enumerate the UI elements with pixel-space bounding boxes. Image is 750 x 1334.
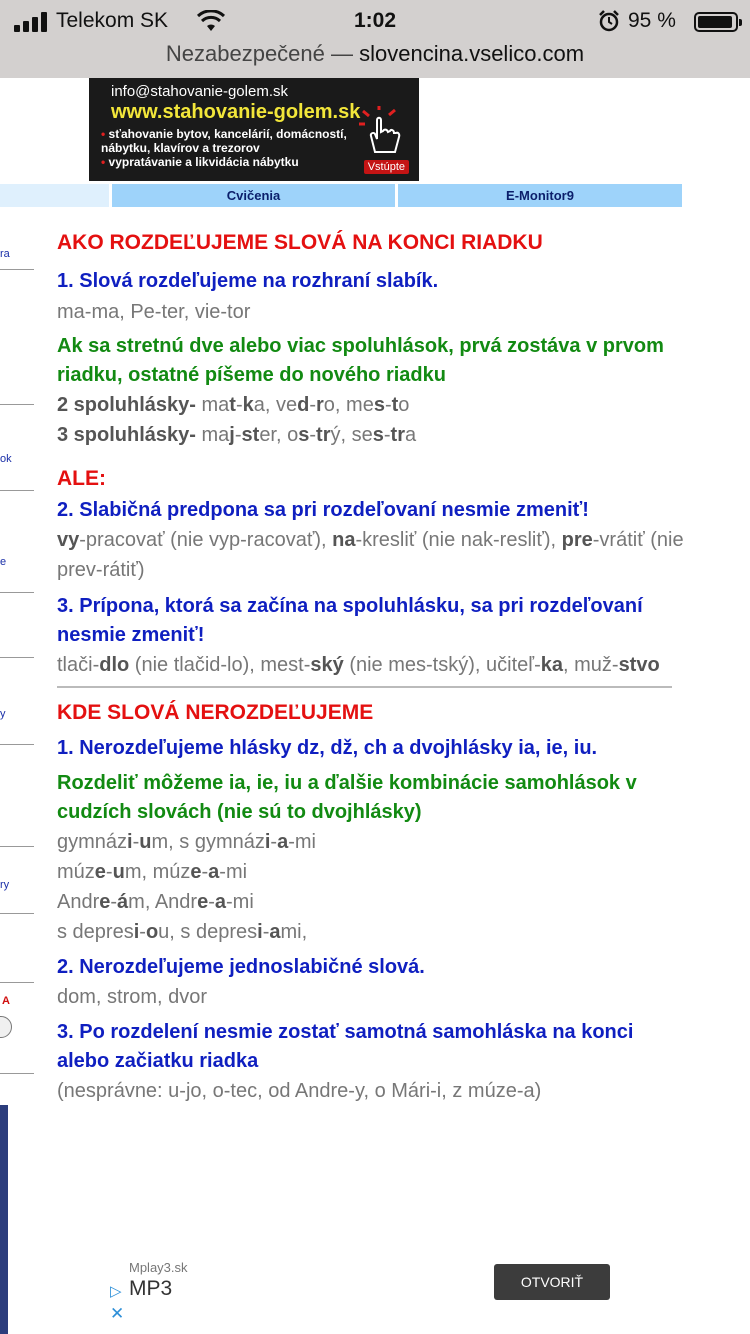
- prefix: pre: [561, 529, 593, 551]
- left-sidebar: [0, 207, 36, 1334]
- section-heading-ako-rozdelujeme: AKO ROZDEĽUJEME SLOVÁ NA KONCI RIADKU: [57, 231, 543, 254]
- security-label: Nezabezpečené —: [165, 41, 353, 66]
- battery-icon: [694, 12, 738, 32]
- rule-1-consonant-note: Ak sa stretnú dve alebo viac spoluhlások, prvá zostáva v prvom riadku, ostatné píšeme do nového riadku: [57, 335, 664, 386]
- battery-percentage: 95 %: [628, 9, 676, 32]
- vowel-example: Andre-ám, Andre-a-mi: [57, 891, 254, 913]
- example-label: 2 spoluhlásky-: [57, 394, 196, 416]
- ad-close-icon[interactable]: ✕: [110, 1304, 125, 1323]
- rule-1-examples-2-consonants: 2 spoluhlásky- mat-ka, ved-ro, mes-to: [57, 394, 410, 416]
- nav-item-e-monitor9[interactable]: E-Monitor9: [398, 184, 682, 207]
- banner-bullet-list: [101, 127, 371, 169]
- moving-company-banner-ad[interactable]: [89, 78, 419, 181]
- rule-3-examples: tlači-dlo (nie tlačid-lo), mest-ský (nie mes-tský), učiteľ-ka, muž-stvo: [57, 654, 660, 676]
- sidebar-divider: [0, 913, 34, 914]
- no-split-rule-1-note: Rozdeliť môžeme ia, ie, iu a ďalšie kombinácie samohlások v cudzích slovách (nie sú to dvojhlásky): [57, 772, 637, 823]
- example-text: -pracovať (nie vyp-racovať),: [79, 529, 327, 551]
- ad-title: MP3: [129, 1277, 173, 1300]
- sidebar-divider: [0, 982, 34, 983]
- rule-2-title: 2. Slabičná predpona sa pri rozdeľovaní nesmie zmeniť!: [57, 499, 589, 521]
- banner-bullet: • sťahovanie bytov, kancelárií, domácností, nábytku, klavírov a trezorov: [101, 127, 371, 155]
- sidebar-link[interactable]: ry: [0, 879, 10, 891]
- status-bar: [0, 8, 750, 36]
- rule-1-examples-3-consonants: 3 spoluhlásky- maj-ster, os-trý, ses-tra: [57, 424, 417, 446]
- mp3-ad-banner[interactable]: [107, 1250, 622, 1334]
- example-text: -kresliť (nie nak-resliť),: [355, 529, 557, 551]
- ad-open-button[interactable]: OTVORIŤ: [494, 1264, 610, 1300]
- example-label: 3 spoluhlásky-: [57, 424, 196, 446]
- vowel-example: múze-um, múze-a-mi: [57, 861, 248, 883]
- banner-bullet: • vypratávanie a likvidácia nábytku: [101, 155, 371, 169]
- no-split-rule-2-title: 2. Nerozdeľujeme jednoslabičné slová.: [57, 956, 425, 978]
- example-text: -vrátiť (nie prev-rátiť): [57, 529, 684, 581]
- sidebar-divider: [0, 269, 34, 270]
- sidebar-link[interactable]: ra: [0, 248, 10, 260]
- banner-cta-button[interactable]: Vstúpte: [364, 160, 409, 174]
- sidebar-divider: [0, 657, 34, 658]
- rule-1-examples: ma-ma, Pe-ter, vie-tor: [57, 301, 251, 323]
- no-split-rule-3-examples: (nesprávne: u-jo, o-tec, od Andre-y, o Mári-i, z múze-a): [57, 1080, 542, 1102]
- sidebar-radio-button[interactable]: [0, 1016, 12, 1038]
- prefix: na: [332, 529, 356, 551]
- sidebar-divider: [0, 404, 34, 405]
- carrier-name: Telekom SK: [56, 9, 169, 32]
- banner-email: info@stahovanie-golem.sk: [111, 83, 288, 100]
- sidebar-divider: [0, 592, 34, 593]
- sidebar-divider: [0, 846, 34, 847]
- no-split-rule-1-title: 1. Nerozdeľujeme hlásky dz, dž, ch a dvojhlásky ia, ie, iu.: [57, 737, 598, 759]
- browser-top-bar: [0, 0, 750, 78]
- section-heading-ale: ALE:: [57, 467, 106, 490]
- sidebar-divider: [0, 744, 34, 745]
- status-time: 1:02: [353, 9, 397, 32]
- vowel-example: s depresi-ou, s depresi-ami,: [57, 921, 308, 943]
- sidebar-dark-panel: [0, 1105, 8, 1334]
- ad-host: Mplay3.sk: [129, 1260, 188, 1275]
- pointing-hand-icon: [357, 106, 409, 158]
- sidebar-link[interactable]: ok: [0, 453, 12, 465]
- sidebar-divider: [0, 490, 34, 491]
- address-bar[interactable]: [0, 41, 750, 67]
- rule-1-title: 1. Slová rozdeľujeme na rozhraní slabík.: [57, 270, 439, 292]
- top-navigation: [0, 184, 682, 207]
- vowel-example: gymnázi-um, s gymnázi-a-mi: [57, 831, 316, 853]
- section-heading-kde-nerozdelujeme: KDE SLOVÁ NEROZDEĽUJEME: [57, 701, 374, 724]
- section-divider: [57, 686, 672, 688]
- banner-website: www.stahovanie-golem.sk: [111, 101, 361, 123]
- rule-2-examples: [57, 525, 687, 585]
- sidebar-red-label: A: [2, 995, 10, 1007]
- no-split-rule-2-examples: dom, strom, dvor: [57, 986, 208, 1008]
- sidebar-divider: [0, 1073, 34, 1074]
- no-split-rule-3-title: 3. Po rozdelení nesmie zostať samotná samohláska na konci alebo začiatku riadka: [57, 1021, 634, 1072]
- nav-item-cvicenia[interactable]: Cvičenia: [112, 184, 395, 207]
- prefix: vy: [57, 529, 80, 551]
- nav-item-blank[interactable]: [0, 184, 109, 207]
- main-content: [57, 228, 687, 1106]
- sidebar-link[interactable]: y: [0, 708, 6, 720]
- rule-3-title: 3. Prípona, ktorá sa začína na spoluhlásku, sa pri rozdeľovaní nesmie zmeniť!: [57, 595, 643, 646]
- ad-choices-play-icon[interactable]: ▷: [110, 1283, 122, 1300]
- sidebar-link[interactable]: e: [0, 556, 7, 568]
- alarm-icon: [598, 10, 620, 32]
- url-host: slovencina.vselico.com: [359, 41, 585, 66]
